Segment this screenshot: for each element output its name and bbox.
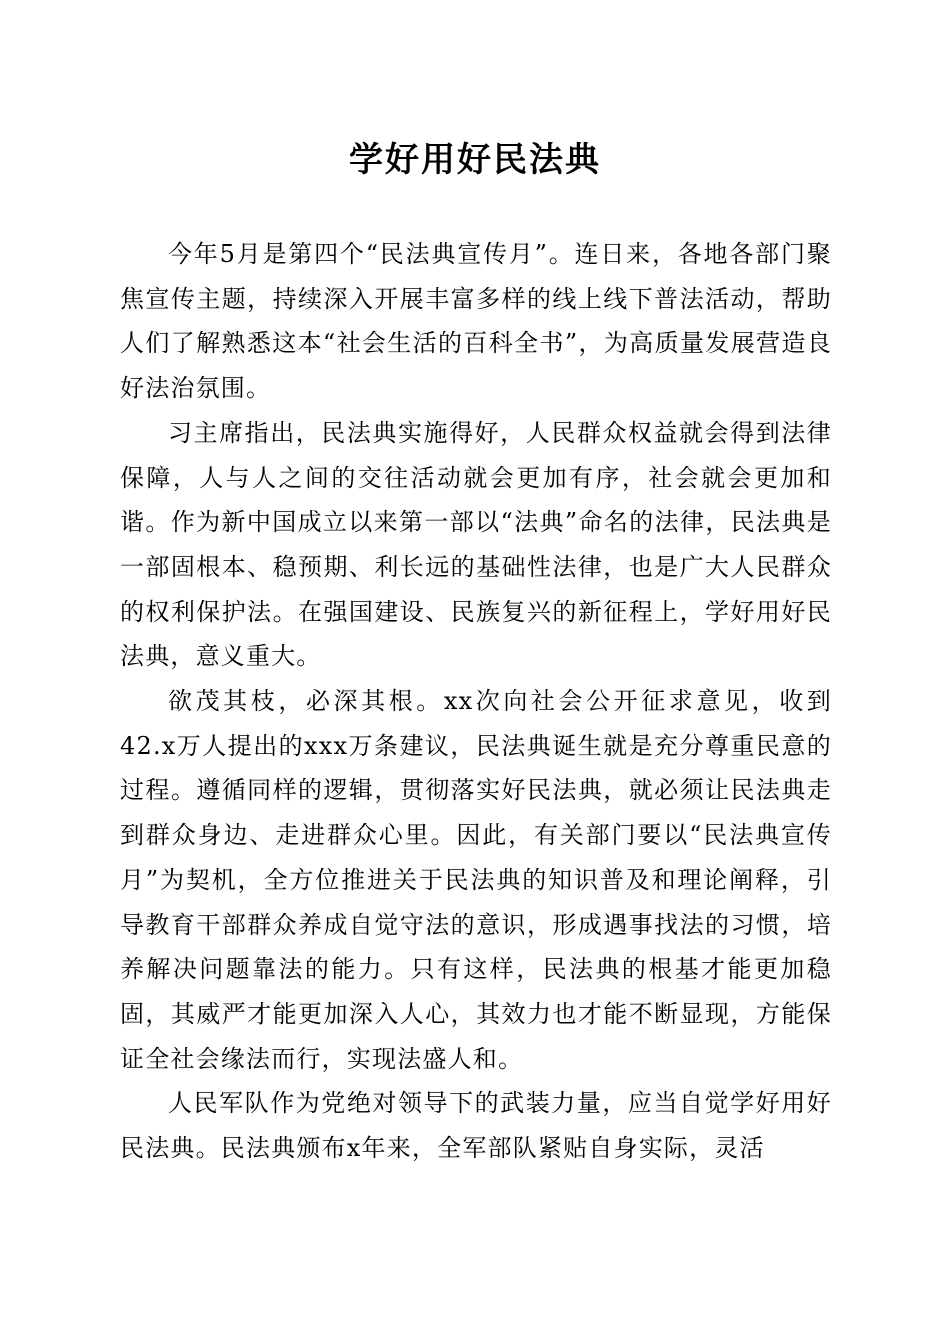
- paragraph-1: 今年5月是第四个“民法典宣传月”。连日来，各地各部门聚焦宣传主题，持续深入开展丰富多样的线上线下普法活动，帮助人们了解熟悉这本“社会生活的百科全书”，为高质量发展营造良好法治氛围。: [120, 240, 832, 403]
- paragraph-3: 欲茂其枝，必深其根。xx次向社会公开征求意见，收到42.x万人提出的xxx万条建议，民法典诞生就是充分尊重民意的过程。遵循同样的逻辑，贯彻落实好民法典，就必须让民法典走到群众身边、走进群众心里。因此，有关部门要以“民法典宣传月”为契机，全方位推进关于民法典的知识普及和理论阐释，引导教育干部群众养成自觉守法的意识，形成遇事找法的习惯，培养解决问题靠法的能力。只有这样，民法典的根基才能更加稳固，其威严才能更加深入人心，其效力也才能不断显现，方能保证全社会缘法而行，实现法盛人和。: [120, 687, 832, 1073]
- paragraph-4: 人民军队作为党绝对领导下的武装力量，应当自觉学好用好民法典。民法典颁布x年来，全军部队紧贴自身实际，灵活: [120, 1089, 832, 1163]
- paragraph-2: 习主席指出，民法典实施得好，人民群众权益就会得到法律保障，人与人之间的交往活动就会更加有序，社会就会更加和谐。作为新中国成立以来第一部以“法典”命名的法律，民法典是一部固根本、稳预期、利长远的基础性法律，也是广大人民群众的权利保护法。在强国建设、民族复兴的新征程上，学好用好民法典，意义重大。: [120, 418, 832, 671]
- document-title: 学好用好民法典: [349, 140, 601, 180]
- document-body: [120, 232, 832, 1171]
